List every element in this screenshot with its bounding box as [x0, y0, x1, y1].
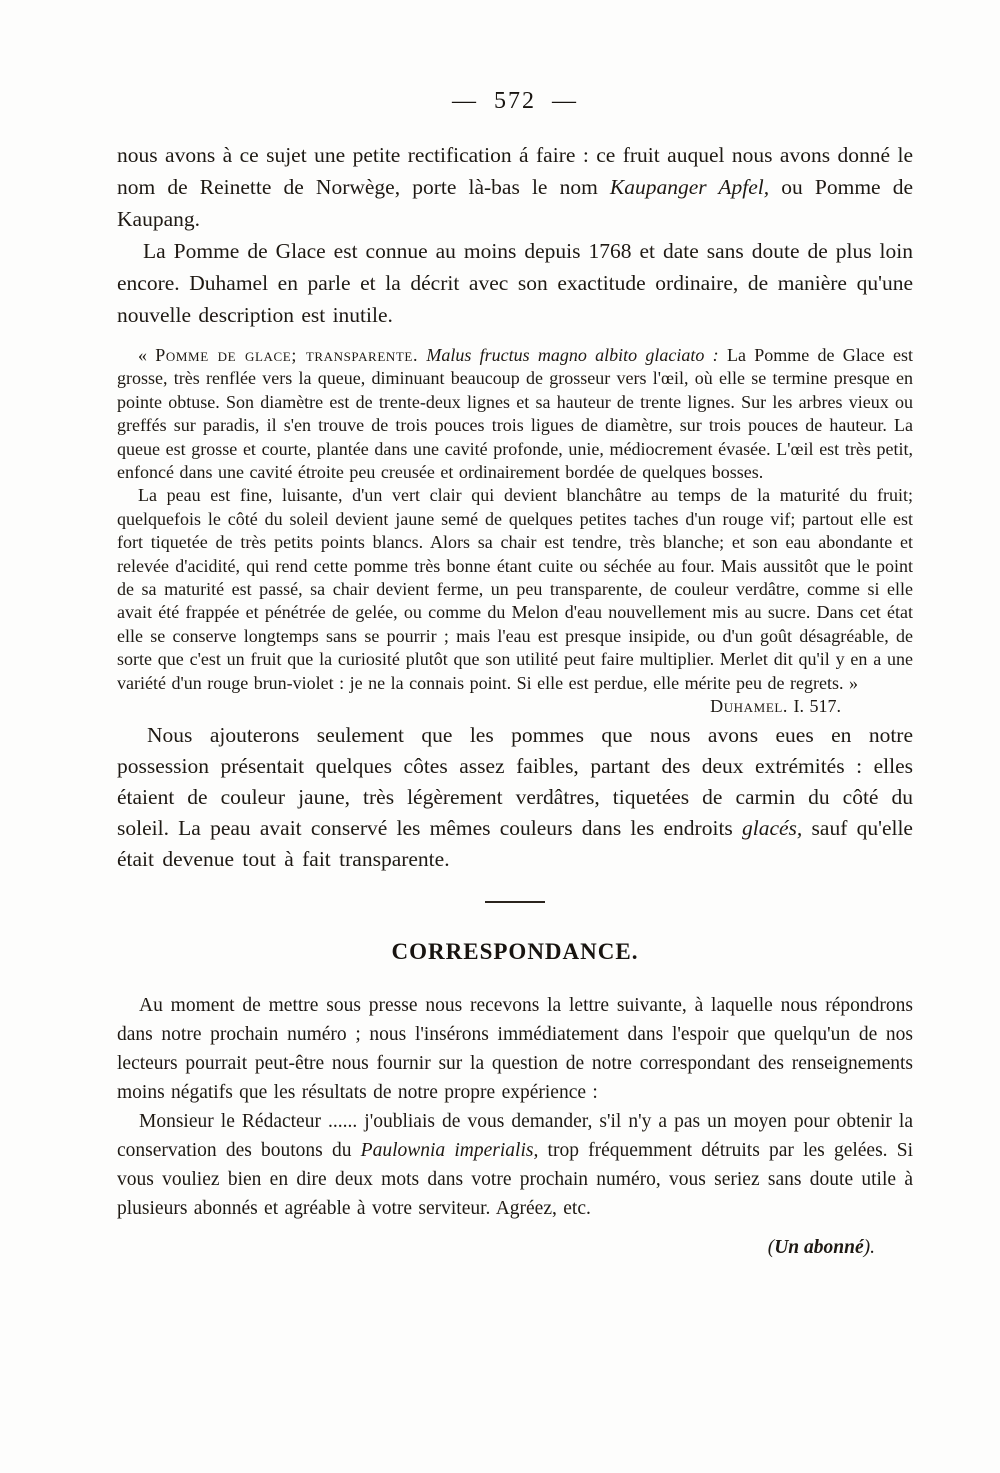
latin-name-italic: Malus fructus magno albito glaciato :: [418, 345, 719, 365]
quote-text: La Pomme de Glace est grosse, très renflée vers la queue, diminuant beaucoup de grosseur vers l'œil, où elle se termine presque en pointe obtuse. Son diamètre est de trente-deux lignes et sa hauteur de trente lignes. Sur les arbres vieux ou greffés sur paradis, il s'en trouve de trois pouces trois ligues de diamètre, sur trois pouces de hauteur. La queue est grosse et courte, plantée dans une cavité profonde, unie, médiocrement évasée. L'œil est très petit, enfoncé dans une cavité étroite peu creusée et ordinairement bordée de quelques bosses.: [117, 345, 913, 483]
paragraph-text: Monsieur le Rédacteur ...... j'oubliais de vous demander, s'il n'y a pas un moyen pour obtenir la conservation des boutons du: [117, 1111, 913, 1162]
paragraph-text: Nous ajouterons seulement que les pommes que nous avons eues en notre possession présentait quelques côtes assez faibles, partant des deux extrémités : elles étaient de couleur jaune, très légèrement verdâtres, tiquetées de carmin du côté du soleil. La peau avait conservé les mêmes couleurs dans les endroits: [117, 723, 913, 841]
letter-signature: [117, 1237, 913, 1259]
duhamel-quote-block: [117, 344, 913, 717]
header-dash-left: —: [452, 88, 478, 114]
correspondance-heading: CORRESPONDANCE.: [391, 939, 639, 965]
pomme-de-glace-paragraph: [117, 235, 913, 331]
apple-name-italic: Kaupanger Apfel,: [609, 175, 770, 199]
article-continuation-paragraph: [117, 139, 913, 235]
quote-open-mark: «: [138, 345, 156, 365]
paragraph-text: sauf qu'elle était devenue tout à fait transparente.: [117, 816, 913, 872]
addendum-paragraph: [117, 720, 913, 875]
paragraph-text: ou Pomme de Kaupang.: [117, 175, 913, 231]
paragraph-text: trop fréquemment détruits par les gelées. Si vous vouliez bien en dire deux mots dans votre prochain numéro, vous seriez sans doute utile à plusieurs abonnés et agréable à votre serviteur. Agréez, etc.: [117, 1140, 913, 1220]
paragraph-text: La Pomme de Glace est connue au moins depuis 1768 et date sans doute de plus loin encore. Duhamel en parle et la décrit avec son exactitude ordinaire, de manière qu'une nouvelle description est inutile.: [117, 239, 913, 327]
citation-reference: I. 517.: [788, 696, 841, 717]
quote-paragraph-1: [117, 344, 913, 484]
paragraph-text: Au moment de mettre sous presse nous recevons la lettre suivante, à laquelle nous répondrons dans notre prochain numéro ; nous l'insérons immédiatement dans l'espoir que quelqu'un de nos lecteurs pourrait peut-être nous fournir sur la question de notre correspondant des renseignements moins négatifs que les résultats de notre propre expérience :: [117, 995, 913, 1104]
page-number: 572: [494, 88, 536, 114]
paragraph-text: nous avons à ce sujet une petite rectification á faire : ce fruit auquel nous avons donné le nom de Reinette de Norwège, porte là-bas le nom: [117, 143, 913, 199]
variety-name-smallcaps: Pomme de glace; transparente.: [155, 345, 419, 365]
reader-letter-paragraph: [117, 1107, 913, 1223]
text-block: [117, 0, 913, 1259]
signature-paren-close: ).: [863, 1237, 875, 1259]
signature-name: Un abonné: [774, 1237, 864, 1259]
paulownia-italic: Paulownia imperialis,: [360, 1140, 539, 1162]
quote-paragraph-2: [117, 484, 913, 717]
citation-author: Duhamel.: [710, 696, 788, 717]
correspondance-intro-paragraph: [117, 991, 913, 1107]
glaces-italic: glacés,: [742, 816, 803, 841]
signature-paren-open: (: [767, 1237, 775, 1259]
section-divider-rule: [485, 901, 545, 903]
quote-text: La peau est fine, luisante, d'un vert clair qui devient blanchâtre au temps de la maturité du fruit; quelquefois le côté du soleil devient jaune semé de quelques petites taches d'un rouge vif; partout elle est fort tiquetée de très petits points blancs. Alors sa chair est tendre, très blanche; et son eau abondante et relevée d'acidité, qui rend cette pomme très bonne étant cuite ou séchée au four. Mais aussitôt que le point de sa maturité est passé, sa chair devient ferme, un peu transparente, de couleur verdâtre, comme si elle avait été frappée et pénétrée de gelée, ou comme du Melon d'eau nouvellement mis au sucre. Dans cet état elle se conserve longtemps sans se pourrir ; mais l'eau est presque insipide, ou d'un goût désagréable, de sorte que c'est un fruit que la curiosité plutôt que son utilité peut faire multiplier. Merlet dit qu'il y en a une variété d'un rouge brun-violet : je ne la connais point. Si elle est perdue, elle mérite peu de regrets. »: [117, 485, 913, 693]
header-dash-right: —: [552, 88, 578, 114]
quote-citation: [689, 695, 913, 718]
page-header: [117, 88, 913, 115]
